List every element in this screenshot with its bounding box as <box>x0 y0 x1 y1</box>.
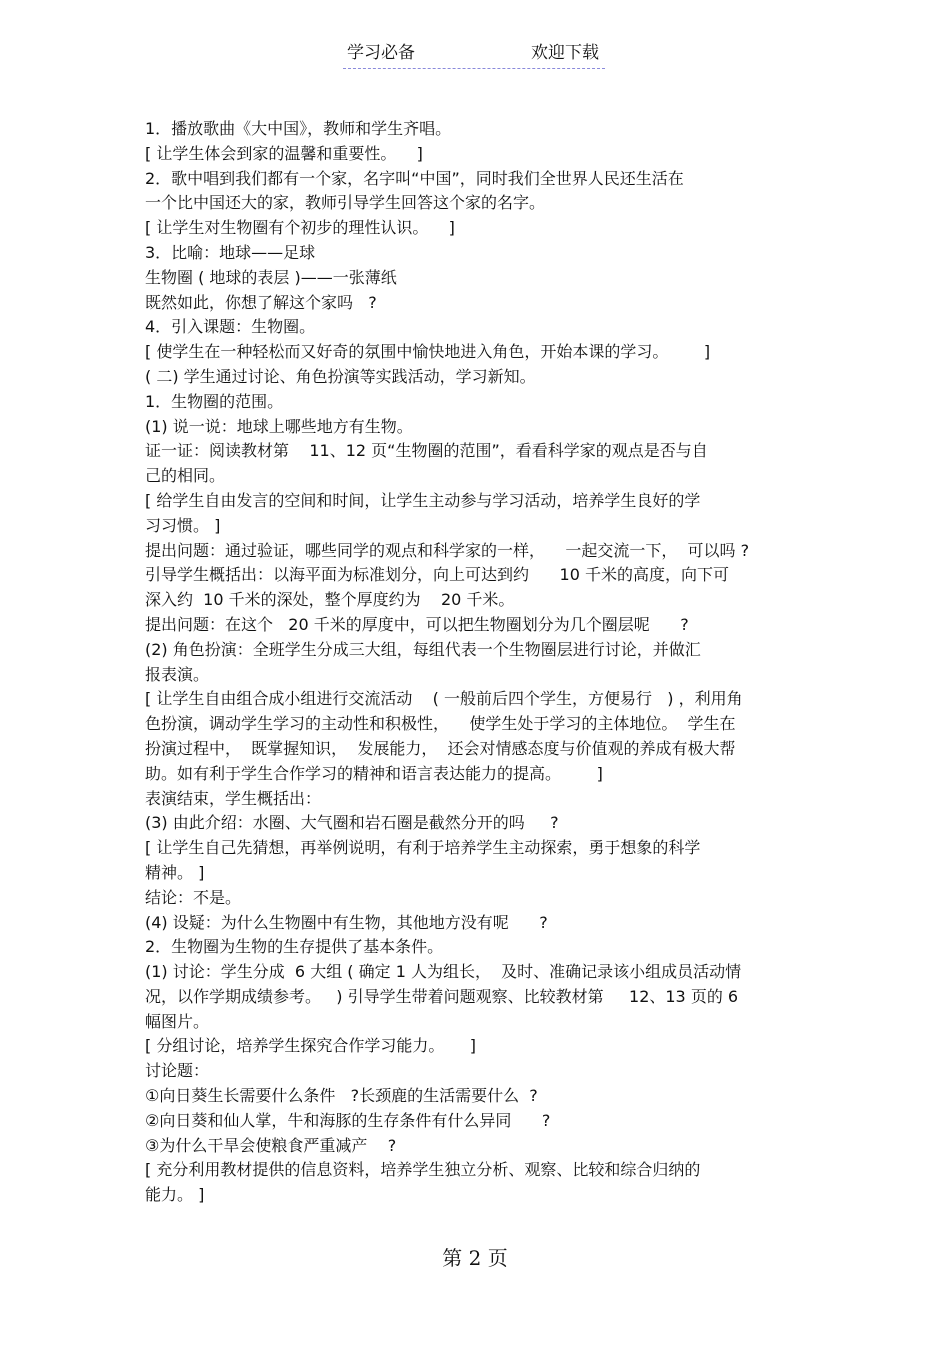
header-right-text: 欢迎下载 <box>531 43 599 63</box>
text-line: 1．播放歌曲《大中国》，教师和学生齐唱。 <box>145 119 452 138</box>
text-line: 证一证：阅读教材第 11、12 页“生物圈的范围”，看看科学家的观点是否与自 <box>145 441 708 461</box>
text-line: 生物圈 ( 地球的表层 )——一张薄纸 <box>145 267 397 287</box>
text-line: ①向日葵生长需要什么条件 ?长颈鹿的生活需要什么 ? <box>145 1086 538 1106</box>
text-line: (1) 讨论：学生分成 6 大组 ( 确定 1 人为组长， 及时、准确记录该小组成员活动情 <box>145 962 742 982</box>
text-line: 结论：不是。 <box>145 887 242 907</box>
text-line: (4) 设疑：为什么生物圈中有生物，其他地方没有呢 ? <box>145 912 548 932</box>
text-line: [ 让学生自由组合成小组进行交流活动 ( 一般前后四个学生，方便易行 ) ，利用角 <box>145 689 743 709</box>
text-line: 1．生物圈的范围。 <box>145 391 284 411</box>
text-line: 报表演。 <box>145 664 210 684</box>
text-line: (3) 由此介绍：水圈、大气圈和岩石圈是截然分开的吗 ? <box>145 813 559 833</box>
text-line: 引导学生概括出：以海平面为标准划分，向上可达到约 10 千米的高度，向下可 <box>145 565 729 585</box>
text-line: [ 让学生自己先猜想，再举例说明，有利于培养学生主动探索，勇于想象的科学 <box>145 838 701 858</box>
text-line: 精神。 ] <box>145 862 205 882</box>
text-line: 讨论题： <box>145 1061 210 1081</box>
text-line: 2．歌中唱到我们都有一个家，名字叫“中国”，同时我们全世界人民还生活在 <box>145 168 684 188</box>
text-line: 习习惯。 ] <box>145 515 221 535</box>
text-line: ②向日葵和仙人掌，牛和海豚的生存条件有什么异同 ? <box>145 1110 551 1130</box>
text-line: 色扮演，调动学生学习的主动性和积极性， 使学生处于学习的主体地位。 学生在 <box>145 714 736 734</box>
text-line: 幅图片。 <box>145 1011 210 1031</box>
text-line: [ 充分利用教材提供的信息资料，培养学生独立分析、观察、比较和综合归纳的 <box>145 1160 701 1180</box>
text-line: 提出问题：通过验证，哪些同学的观点和科学家的一样， 一起交流一下， 可以吗 ? <box>145 540 750 560</box>
text-line: (1) 说一说：地球上哪些地方有生物。 <box>145 416 413 436</box>
text-line: [ 使学生在一种轻松而又好奇的氛围中愉快地进入角色，开始本课的学习。 ] <box>145 342 711 362</box>
text-line: [ 给学生自由发言的空间和时间，让学生主动参与学习活动，培养学生良好的学 <box>145 490 701 510</box>
page-header <box>343 42 605 69</box>
text-line: 况，以作学期成绩参考。 ) 引导学生带着问题观察、比较教材第 12、13 页的 6 <box>145 986 739 1006</box>
text-line: 扮演过程中， 既掌握知识， 发展能力， 还会对情感态度与价值观的养成有极大帮 <box>145 738 736 758</box>
text-line: 2．生物圈为生物的生存提供了基本条件。 <box>145 937 444 957</box>
text-line: [ 让学生对生物圈有个初步的理性认识。 ] <box>145 218 455 238</box>
text-line: (2) 角色扮演：全班学生分成三大组，每组代表一个生物圈层进行讨论，并做汇 <box>145 639 701 659</box>
text-line: 表演结束，学生概括出： <box>145 788 322 808</box>
text-line: [ 分组讨论，培养学生探究合作学习能力。 ] <box>145 1036 477 1056</box>
text-line: 提出问题：在这个 20 千米的厚度中，可以把生物圈划分为几个圈层呢 ? <box>145 614 689 634</box>
text-line: [ 让学生体会到家的温馨和重要性。 ] <box>145 143 423 163</box>
text-line: 深入约 10 千米的深处，整个厚度约为 20 千米。 <box>145 590 515 610</box>
text-line: 3．比喻：地球——足球 <box>145 242 316 262</box>
text-line: 4．引入课题：生物圈。 <box>145 317 316 337</box>
page-number: 第 2 页 <box>442 1246 508 1270</box>
text-line: ( 二) 学生通过讨论、角色扮演等实践活动，学习新知。 <box>145 366 536 386</box>
text-line: 一个比中国还大的家，教师引导学生回答这个家的名字。 <box>145 193 546 213</box>
document-body <box>145 117 825 1208</box>
text-line: 己的相同。 <box>145 466 226 486</box>
header-left-text: 学习必备 <box>347 43 415 63</box>
text-line: 既然如此，你想了解这个家吗 ? <box>145 292 377 312</box>
text-line: ③为什么干旱会使粮食严重减产 ? <box>145 1135 397 1155</box>
text-line: 助。如有利于学生合作学习的精神和语言表达能力的提高。 ] <box>145 763 603 783</box>
text-line: 能力。 ] <box>145 1185 205 1205</box>
